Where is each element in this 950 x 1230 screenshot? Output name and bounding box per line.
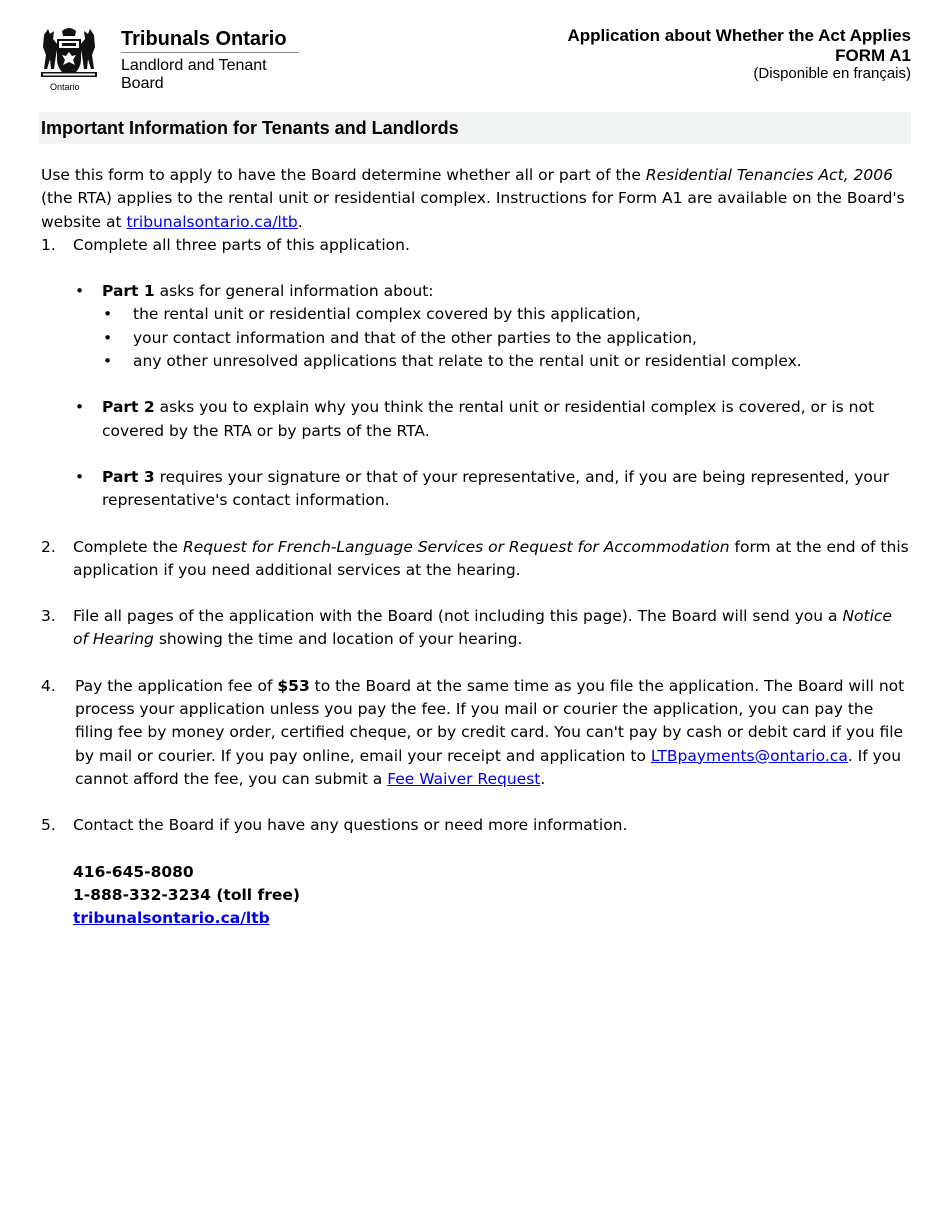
item-4-text-2: to the Board at the same time as you file the application. The Board will not process your application unless you pay the fee. If you mail or courier the application, you can pay the filing fee by money order, certified cheque, or by credit card. You can't pay by cash or debit card if you file by mail or courier. If you pay online, email your receipt and application to bbox=[75, 676, 905, 765]
toll-free-number: 1-888-332-3234 (toll free) bbox=[73, 885, 300, 904]
instructions-content bbox=[41, 164, 911, 953]
item-3-text-1: File all pages of the application with the Board (not including this page). The Board will send you a bbox=[73, 607, 843, 626]
item-1-text: Complete all three parts of this application. bbox=[73, 235, 410, 254]
part-1-text: asks for general information about: bbox=[154, 282, 434, 301]
part-3-bullet bbox=[73, 466, 911, 513]
part-3-label: Part 3 bbox=[102, 467, 155, 486]
bullet-icon: • bbox=[75, 398, 85, 417]
application-fee: $53 bbox=[277, 676, 310, 695]
part-2-bullet bbox=[73, 396, 911, 443]
bullet-icon: • bbox=[75, 282, 85, 301]
intro-text-1: Use this form to apply to have the Board determine whether all or part of the bbox=[41, 166, 646, 184]
section-title: Important Information for Tenants and Landlords bbox=[41, 118, 459, 138]
bullet-icon: • bbox=[103, 305, 113, 324]
contact-website-link[interactable]: tribunalsontario.ca/ltb bbox=[73, 909, 270, 928]
section-banner bbox=[39, 112, 911, 144]
part-1-bullet bbox=[73, 280, 911, 373]
item-number: 3. bbox=[41, 607, 56, 626]
bullet-icon: • bbox=[103, 328, 113, 347]
french-availability-note: (Disponible en français) bbox=[753, 65, 911, 82]
item-4-text-1: Pay the application fee of bbox=[75, 676, 278, 695]
list-item bbox=[103, 303, 911, 326]
intro-text-2: (the RTA) applies to the rental unit or residential complex. Instructions for Form A1 are available on the Board's website at bbox=[41, 189, 905, 231]
item-3-text-2: showing the time and location of your hearing. bbox=[153, 630, 523, 649]
instruction-item-1 bbox=[41, 234, 911, 513]
instruction-item-4 bbox=[41, 675, 911, 791]
item-5-text: Contact the Board if you have any questions or need more information. bbox=[73, 816, 628, 835]
ltb-website-link[interactable]: tribunalsontario.ca/ltb bbox=[126, 212, 298, 231]
board-name: Landlord and Tenant Board bbox=[121, 57, 267, 92]
sub-item-text: your contact information and that of the other parties to the application, bbox=[133, 328, 697, 347]
list-item bbox=[103, 350, 911, 373]
item-number: 4. bbox=[41, 676, 56, 695]
item-4-text-3: . If you cannot afford the fee, you can submit a bbox=[75, 746, 902, 788]
logo-divider bbox=[121, 52, 299, 53]
org-name: Tribunals Ontario bbox=[121, 28, 287, 50]
phone-number: 416-645-8080 bbox=[73, 862, 194, 881]
request-form-name: Request for French-Language Services or Request for Accommodation bbox=[183, 537, 730, 556]
notice-of-hearing: Notice of Hearing bbox=[73, 607, 892, 649]
sub-item-text: any other unresolved applications that relate to the rental unit or residential complex. bbox=[133, 352, 802, 371]
item-number: 1. bbox=[41, 235, 56, 254]
intro-paragraph bbox=[41, 164, 911, 234]
part-2-label: Part 2 bbox=[102, 398, 155, 417]
instruction-item-5 bbox=[41, 814, 911, 930]
part-2-text: asks you to explain why you think the rental unit or residential complex is covered, or is not covered by the RTA or by parts of the RTA. bbox=[102, 398, 875, 440]
form-title: Application about Whether the Act Applies bbox=[567, 26, 911, 45]
form-header bbox=[568, 26, 911, 82]
bullet-icon: • bbox=[75, 467, 85, 486]
instruction-item-3 bbox=[41, 605, 911, 652]
instruction-item-2 bbox=[41, 536, 911, 583]
item-4-text-4: . bbox=[540, 769, 546, 788]
item-2-text-1: Complete the bbox=[73, 537, 183, 556]
ontario-logo bbox=[38, 25, 313, 97]
part-1-sub-list bbox=[102, 303, 911, 373]
fee-waiver-link[interactable]: Fee Waiver Request bbox=[387, 769, 541, 788]
sub-item-text: the rental unit or residential complex covered by this application, bbox=[133, 305, 641, 324]
form-number: FORM A1 bbox=[835, 46, 911, 65]
contact-block bbox=[73, 861, 911, 931]
part-3-text: requires your signature or that of your representative, and, if you are being represented, your representative's contact information. bbox=[102, 467, 890, 510]
item-number: 2. bbox=[41, 537, 56, 556]
parts-list bbox=[73, 280, 911, 512]
list-item bbox=[103, 327, 911, 350]
bullet-icon: • bbox=[103, 352, 113, 371]
payments-email-link[interactable]: LTBpayments@ontario.ca bbox=[650, 746, 848, 765]
intro-text-3: . bbox=[297, 212, 303, 231]
crest-caption: Ontario bbox=[50, 82, 80, 92]
item-number: 5. bbox=[41, 816, 56, 835]
part-1-label: Part 1 bbox=[102, 282, 155, 301]
act-name: Residential Tenancies Act, 2006 bbox=[645, 166, 893, 184]
item-2-text-2: form at the end of this application if you need additional services at the hearing. bbox=[73, 537, 909, 579]
